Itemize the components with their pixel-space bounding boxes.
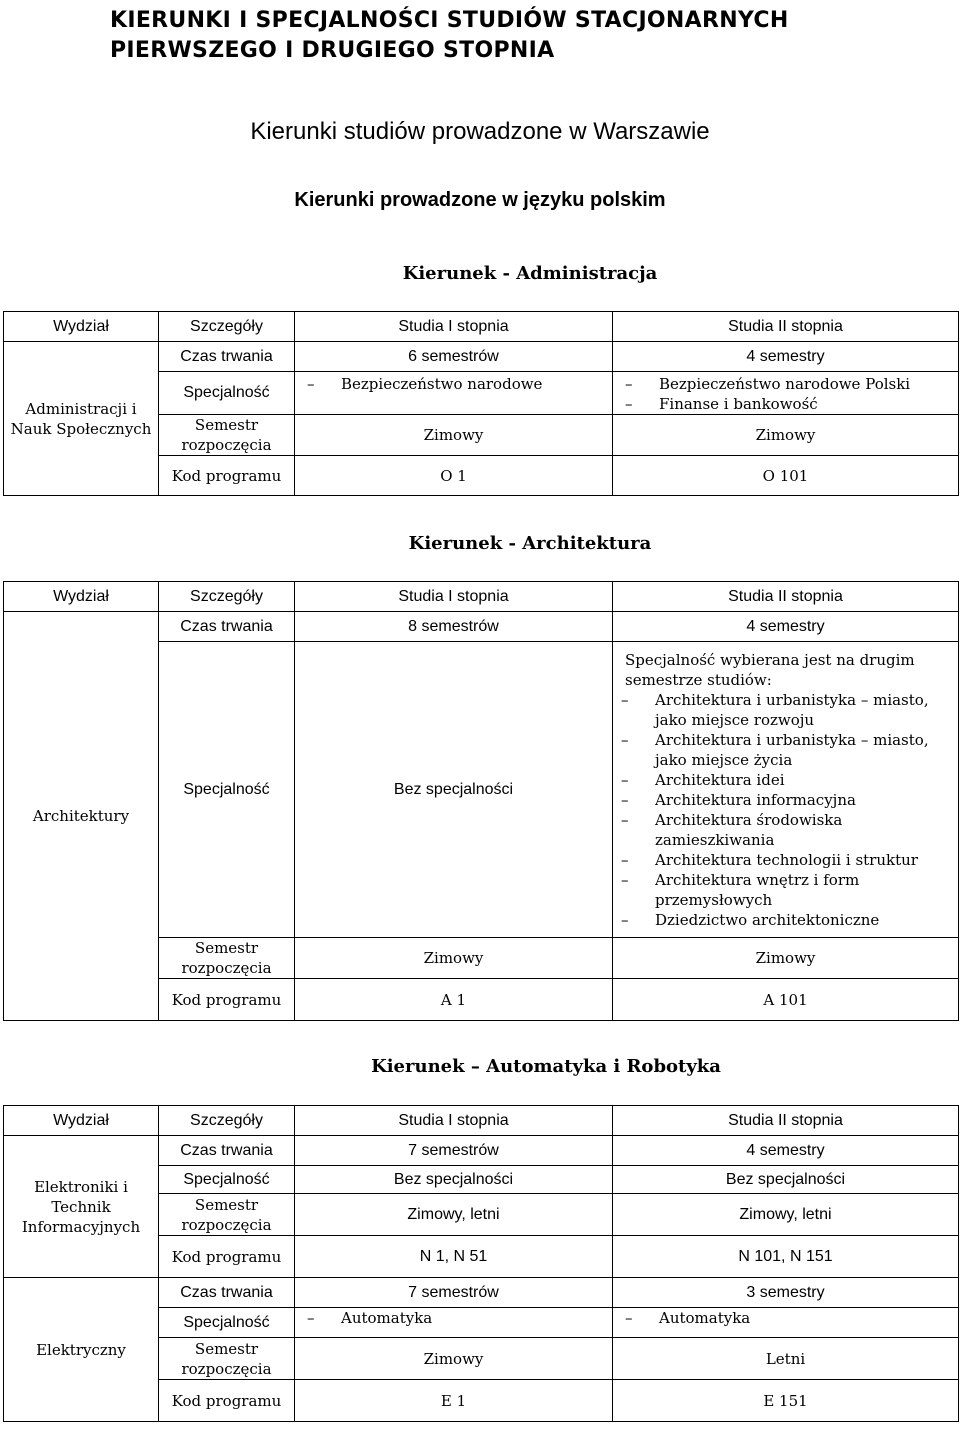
label-kod-programu: Kod programu: [159, 1380, 295, 1422]
program-code-studia-2: A 101: [613, 979, 959, 1021]
program-code-studia-2: O 101: [613, 456, 959, 496]
table-administracja: [3, 311, 959, 496]
col-header-wydzial: Wydział: [4, 1106, 159, 1136]
program-code-studia-1: E 1: [295, 1380, 613, 1422]
label-semestr-rozpoczecia: Semestr rozpoczęcia: [159, 415, 295, 456]
col-header-szczegoly: Szczegóły: [159, 582, 295, 612]
document-title: KIERUNKI I SPECJALNOŚCI STUDIÓW STACJONARNYCH PIERWSZEGO I DRUGIEGO STOPNIA: [110, 8, 789, 63]
faculty-cell: Elektroniki i Technik Informacyjnych: [4, 1136, 159, 1278]
specialization-intro: Specjalność wybierana jest na drugim semestrze studiów:: [625, 650, 915, 689]
table-row: [4, 342, 959, 372]
duration-studia-2: 4 semestry: [613, 612, 959, 642]
col-header-studia-2: Studia II stopnia: [613, 1106, 959, 1136]
table-automatyka-i-robotyka: [3, 1105, 959, 1422]
duration-studia-1: 6 semestrów: [295, 342, 613, 372]
col-header-studia-1: Studia I stopnia: [295, 312, 613, 342]
label-czas-trwania: Czas trwania: [159, 1278, 295, 1308]
start-semester-studia-1: Zimowy: [295, 415, 613, 456]
col-header-studia-2: Studia II stopnia: [613, 312, 959, 342]
label-kod-programu: Kod programu: [159, 979, 295, 1021]
faculty-cell: Architektury: [4, 612, 159, 1021]
faculty-cell: Administracji i Nauk Społecznych: [4, 342, 159, 496]
faculty-cell: Elektryczny: [4, 1278, 159, 1422]
label-semestr-rozpoczecia: Semestr rozpoczęcia: [159, 1338, 295, 1380]
duration-studia-1: 7 semestrów: [295, 1278, 613, 1308]
list-item: – Bezpieczeństwo narodowe Polski: [617, 374, 954, 394]
list-item: – Automatyka: [617, 1308, 954, 1328]
label-specjalnosc: Specjalność: [159, 642, 295, 938]
section-heading-automatyka: Kierunek – Automatyka i Robotyka: [371, 1056, 721, 1077]
duration-studia-1: 8 semestrów: [295, 612, 613, 642]
col-header-szczegoly: Szczegóły: [159, 312, 295, 342]
specialization-list-studia-2: [613, 372, 959, 415]
specialization-list: [299, 374, 608, 394]
program-code-studia-2: N 101, N 151: [613, 1236, 959, 1278]
specialization-list: [617, 374, 954, 414]
program-code-studia-1: A 1: [295, 979, 613, 1021]
specialization-studia-1: Bez specjalności: [295, 642, 613, 938]
specialization-list-studia-1: [295, 1308, 613, 1338]
label-specjalnosc: Specjalność: [159, 1308, 295, 1338]
specialization-list-studia-1: [295, 372, 613, 415]
start-semester-studia-2: Zimowy: [613, 938, 959, 979]
start-semester-studia-2: Zimowy: [613, 415, 959, 456]
col-header-studia-2: Studia II stopnia: [613, 582, 959, 612]
list-item: – Architektura wnętrz i form przemysłowych: [613, 870, 954, 910]
label-kod-programu: Kod programu: [159, 456, 295, 496]
specialization-studia-1: Bez specjalności: [295, 1166, 613, 1194]
table-row: [4, 1136, 959, 1166]
table-architektura: [3, 581, 959, 1021]
program-code-studia-1: N 1, N 51: [295, 1236, 613, 1278]
table-header-row: [4, 582, 959, 612]
start-semester-studia-1: Zimowy: [295, 1338, 613, 1380]
list-item: – Architektura i urbanistyka – miasto, jako miejsce życia: [613, 730, 954, 770]
specialization-studia-2: Bez specjalności: [613, 1166, 959, 1194]
list-item: – Finanse i bankowość: [617, 394, 954, 414]
start-semester-studia-1: Zimowy: [295, 938, 613, 979]
section-heading-administracja: Kierunek - Administracja: [402, 263, 658, 284]
label-semestr-rozpoczecia: Semestr rozpoczęcia: [159, 938, 295, 979]
table-header-row: [4, 1106, 959, 1136]
duration-studia-1: 7 semestrów: [295, 1136, 613, 1166]
label-czas-trwania: Czas trwania: [159, 612, 295, 642]
list-item: – Architektura technologii i struktur: [613, 850, 954, 870]
location-subtitle: Kierunki studiów prowadzone w Warszawie: [250, 118, 710, 145]
program-code-studia-2: E 151: [613, 1380, 959, 1422]
duration-studia-2: 4 semestry: [613, 1136, 959, 1166]
list-item: – Architektura informacyjna: [613, 790, 954, 810]
table-row: [4, 612, 959, 642]
label-kod-programu: Kod programu: [159, 1236, 295, 1278]
specialization-list: [613, 690, 954, 930]
list-item: – Architektura środowiska zamieszkiwania: [613, 810, 954, 850]
start-semester-studia-2: Letni: [613, 1338, 959, 1380]
label-specjalnosc: Specjalność: [159, 372, 295, 415]
list-item: – Architektura idei: [613, 770, 954, 790]
col-header-wydzial: Wydział: [4, 312, 159, 342]
list-item: – Bezpieczeństwo narodowe: [299, 374, 608, 394]
specialization-list-studia-2: [613, 642, 959, 938]
col-header-szczegoly: Szczegóły: [159, 1106, 295, 1136]
list-item: – Dziedzictwo architektoniczne: [613, 910, 954, 930]
label-specjalnosc: Specjalność: [159, 1166, 295, 1194]
specialization-list: [299, 1308, 608, 1328]
label-czas-trwania: Czas trwania: [159, 1136, 295, 1166]
col-header-wydzial: Wydział: [4, 582, 159, 612]
duration-studia-2: 4 semestry: [613, 342, 959, 372]
list-item: – Architektura i urbanistyka – miasto, jako miejsce rozwoju: [613, 690, 954, 730]
start-semester-studia-2: Zimowy, letni: [613, 1194, 959, 1236]
list-item: – Automatyka: [299, 1308, 608, 1328]
section-heading-architektura: Kierunek - Architektura: [408, 533, 652, 554]
table-header-row: [4, 312, 959, 342]
table-row: [4, 1278, 959, 1308]
start-semester-studia-1: Zimowy, letni: [295, 1194, 613, 1236]
label-semestr-rozpoczecia: Semestr rozpoczęcia: [159, 1194, 295, 1236]
col-header-studia-1: Studia I stopnia: [295, 582, 613, 612]
program-code-studia-1: O 1: [295, 456, 613, 496]
specialization-list: [617, 1308, 954, 1328]
col-header-studia-1: Studia I stopnia: [295, 1106, 613, 1136]
specialization-list-studia-2: [613, 1308, 959, 1338]
label-czas-trwania: Czas trwania: [159, 342, 295, 372]
duration-studia-2: 3 semestry: [613, 1278, 959, 1308]
language-subtitle: Kierunki prowadzone w języku polskim: [294, 189, 666, 211]
